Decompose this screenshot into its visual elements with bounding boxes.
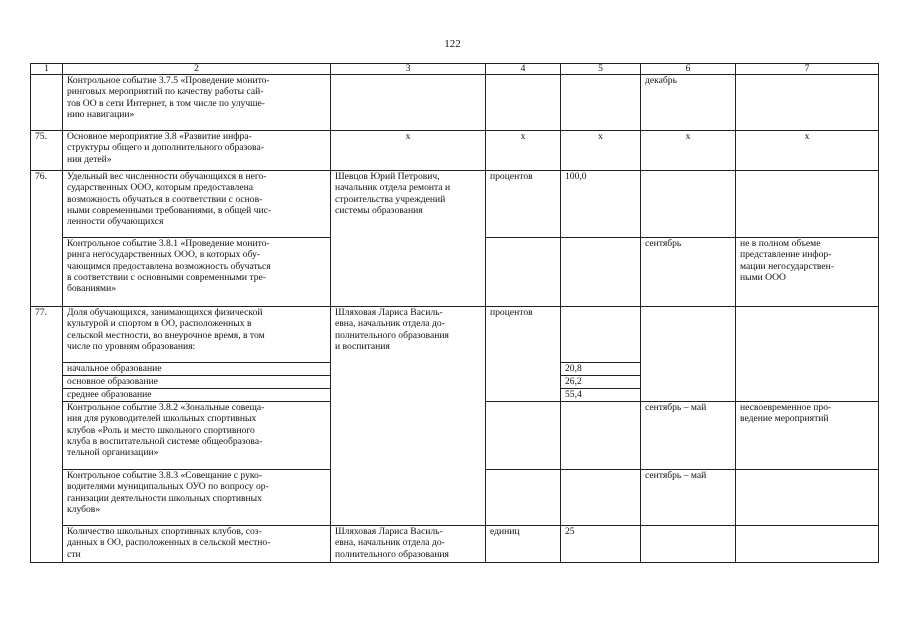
row-title: Количество школьных спортивных клубов, соз- данных в ОО, расположенных в сельской местно- сти	[63, 526, 331, 563]
risk-cell: не в полном объеме представление инфор- мации негосударствен- ными ООО	[736, 238, 879, 307]
x-mark: x	[641, 131, 736, 171]
table-row	[31, 171, 879, 238]
header-cell: 6	[641, 64, 736, 75]
header-cell: 4	[486, 64, 561, 75]
header-cell: 2	[63, 64, 331, 75]
responsible-cell: Шляховая Лариса Василь- евна, начальник отдела до- полнительного образования и воспитания	[331, 307, 486, 526]
deadline-cell: сентябрь – май	[641, 470, 736, 526]
deadline-cell: сентябрь – май	[641, 402, 736, 470]
row-title: Удельный вес численности обучающихся в него- сударственных ООО, которым предоставлена возможность обучаться в соответствии с основ- ными современными требованиями, в общей чис- ленности обучающихся	[63, 171, 331, 238]
responsible-cell: Шевцов Юрий Петрович, начальник отдела ремонта и строительства учреждений системы образования	[331, 171, 486, 307]
value-cell: 25	[561, 526, 641, 563]
header-cell: 1	[31, 64, 63, 75]
header-cell: 5	[561, 64, 641, 75]
deadline-cell: декабрь	[641, 75, 736, 131]
header-cell: 7	[736, 64, 879, 75]
row-title: Контрольное событие 3.8.1 «Проведение монито- ринга негосударственных ООО, в которых обу- чающимся предоставлена возможность обучаться в соответствии с основными современными тре- бованиями»	[63, 238, 331, 307]
level-value: 26,2	[561, 376, 641, 389]
page-number: 122	[444, 38, 461, 50]
x-mark: x	[561, 131, 641, 171]
deadline-cell: сентябрь	[641, 238, 736, 307]
header-cell: 3	[331, 64, 486, 75]
row-number: 77.	[31, 307, 63, 563]
risk-cell: несвоевременное про- ведение мероприятий	[736, 402, 879, 470]
level-label: среднее образование	[63, 389, 331, 402]
table-row	[31, 75, 879, 131]
plan-table	[30, 63, 879, 563]
row-title: Доля обучающихся, занимающихся физической культурой и спортом в ОО, расположенных в сельской местности, во внеурочное время, в том числе по уровням образования:	[63, 307, 331, 363]
x-mark: x	[736, 131, 879, 171]
value-cell: 100,0	[561, 171, 641, 238]
unit-cell: процентов	[486, 171, 561, 238]
table-row	[31, 131, 879, 171]
level-value: 55,4	[561, 389, 641, 402]
row-title: Контрольное событие 3.8.2 «Зональные совеща- ния для руководителей школьных спортивных клубов «Роль и место школьного спортивного клуба в воспитательной системе общеобразова- тельной организации»	[63, 402, 331, 470]
table-row	[31, 526, 879, 563]
row-number: 75.	[31, 131, 63, 171]
unit-cell: процентов	[486, 307, 561, 402]
row-number: 76.	[31, 171, 63, 307]
row-title: Основное мероприятие 3.8 «Развитие инфра- структуры общего и дополнительного образова- ния детей»	[63, 131, 331, 171]
row-title: Контрольное событие 3.8.3 «Совещание с руко- водителями муниципальных ОУО по вопросу ор- ганизации деятельности школьных спортивных клубов»	[63, 470, 331, 526]
x-mark: x	[486, 131, 561, 171]
level-label: начальное образование	[63, 363, 331, 376]
level-value: 20,8	[561, 363, 641, 376]
row-title: Контрольное событие 3.7.5 «Проведение монито- ринговых мероприятий по качеству работы сай- тов ОО в сети Интернет, в том числе по улучше- нию навигации»	[63, 75, 331, 131]
table-row	[31, 307, 879, 363]
responsible-cell: Шляховая Лариса Василь- евна, начальник отдела до- полнительного образования	[331, 526, 486, 563]
level-label: основное образование	[63, 376, 331, 389]
unit-cell: единиц	[486, 526, 561, 563]
x-mark: x	[331, 131, 486, 171]
header-row	[31, 64, 879, 75]
row-number	[31, 75, 63, 131]
